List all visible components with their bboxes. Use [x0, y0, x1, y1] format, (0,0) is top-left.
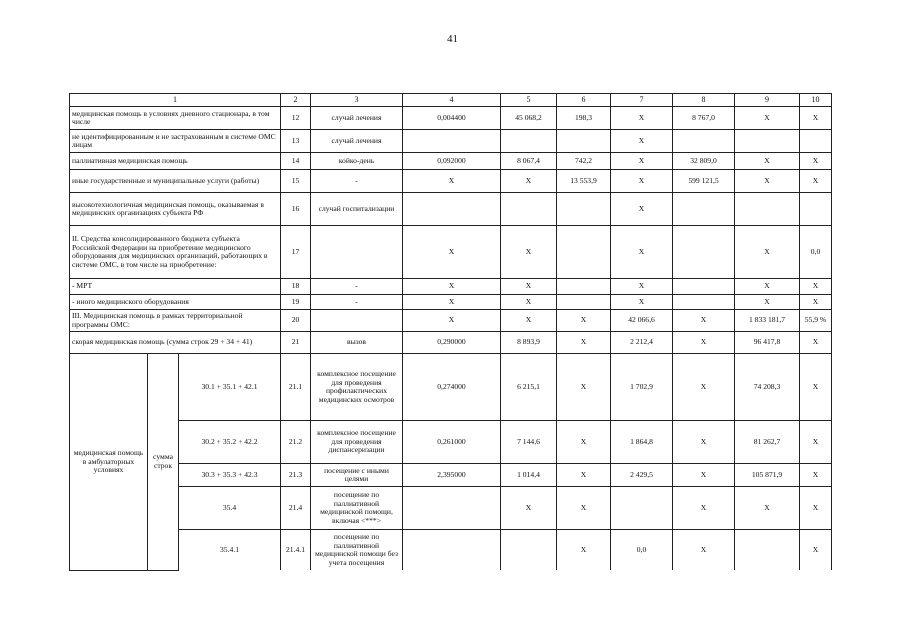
- value-cell: X: [611, 153, 673, 170]
- financing-table: [69, 93, 832, 571]
- row-name: II. Средства консолидированного бюджета субъекта Российской Федерации на приобретение медицинского оборудования для медицинских организаций, работающих в системе ОМС, в том числе на приобретение:: [70, 226, 281, 279]
- value-cell: X: [735, 153, 800, 170]
- value-cell: X: [735, 107, 800, 130]
- value-cell: 599 121,5: [673, 170, 735, 193]
- value-cell: X: [673, 487, 735, 530]
- row-name: не идентифицированным и не застрахованным в системе ОМС лицам: [70, 130, 281, 153]
- row-number: 21.4.1: [281, 530, 311, 571]
- value-cell: X: [673, 354, 735, 421]
- value-cell: [673, 295, 735, 310]
- value-cell: 7 144,6: [501, 421, 557, 464]
- row-number: 21.2: [281, 421, 311, 464]
- row-number: 21.3: [281, 464, 311, 487]
- value-cell: X: [611, 226, 673, 279]
- value-cell: [735, 130, 800, 153]
- unit-cell: -: [311, 295, 403, 310]
- header-cell: 5: [501, 94, 557, 107]
- value-cell: 8 067,4: [501, 153, 557, 170]
- table-row: [70, 130, 832, 153]
- row-number: 21.4: [281, 487, 311, 530]
- row-name: III. Медицинская помощь в рамках территориальной программы ОМС:: [70, 310, 281, 332]
- value-cell: X: [403, 310, 501, 332]
- value-cell: X: [800, 332, 832, 354]
- value-cell: X: [611, 193, 673, 226]
- row-number: 16: [281, 193, 311, 226]
- unit-cell: случай лечения: [311, 107, 403, 130]
- unit-cell: -: [311, 279, 403, 295]
- table-row: [70, 487, 832, 530]
- value-cell: [735, 193, 800, 226]
- value-cell: 42 066,6: [611, 310, 673, 332]
- unit-cell: [311, 226, 403, 279]
- formula-cell: 35.4: [179, 487, 281, 530]
- formula-cell: 30.3 + 35.3 + 42.3: [179, 464, 281, 487]
- unit-cell: койко-день: [311, 153, 403, 170]
- row-name: скорая медицинская помощь (сумма строк 29 + 34 + 41): [70, 332, 281, 354]
- value-cell: [501, 193, 557, 226]
- value-cell: X: [611, 107, 673, 130]
- value-cell: X: [403, 295, 501, 310]
- unit-cell: посещение по паллиативной медицинской помощи, включая <***>: [311, 487, 403, 530]
- row-name: иные государственные и муниципальные услуги (работы): [70, 170, 281, 193]
- value-cell: X: [611, 295, 673, 310]
- unit-cell: -: [311, 170, 403, 193]
- value-cell: 32 809,0: [673, 153, 735, 170]
- value-cell: 198,3: [557, 107, 611, 130]
- value-cell: X: [800, 107, 832, 130]
- value-cell: X: [557, 464, 611, 487]
- value-cell: X: [735, 226, 800, 279]
- value-cell: X: [501, 295, 557, 310]
- value-cell: [403, 193, 501, 226]
- table-row: [70, 354, 832, 421]
- row-name: - иного медицинского оборудования: [70, 295, 281, 310]
- header-cell: 7: [611, 94, 673, 107]
- row-number: 17: [281, 226, 311, 279]
- value-cell: X: [673, 310, 735, 332]
- header-cell: 4: [403, 94, 501, 107]
- value-cell: 0,004400: [403, 107, 501, 130]
- row-name: высокотехнологичная медицинская помощь, оказываемая в медицинских организациях субъекта РФ: [70, 193, 281, 226]
- value-cell: 6 215,1: [501, 354, 557, 421]
- formula-cell: 30.1 + 35.1 + 42.1: [179, 354, 281, 421]
- row-name: - МРТ: [70, 279, 281, 295]
- table-row: [70, 226, 832, 279]
- header-cell: 1: [70, 94, 281, 107]
- value-cell: X: [673, 332, 735, 354]
- row-number: 21.1: [281, 354, 311, 421]
- row-number: 18: [281, 279, 311, 295]
- unit-cell: случай лечения: [311, 130, 403, 153]
- value-cell: 0,0: [800, 226, 832, 279]
- value-cell: X: [557, 354, 611, 421]
- value-cell: X: [557, 487, 611, 530]
- value-cell: [557, 279, 611, 295]
- formula-cell: 30.2 + 35.2 + 42.2: [179, 421, 281, 464]
- value-cell: X: [557, 421, 611, 464]
- value-cell: X: [800, 421, 832, 464]
- value-cell: 13 553,9: [557, 170, 611, 193]
- table-row: [70, 421, 832, 464]
- value-cell: [673, 226, 735, 279]
- value-cell: 2 429,5: [611, 464, 673, 487]
- value-cell: 81 262,7: [735, 421, 800, 464]
- table-row: [70, 107, 832, 130]
- table-row: [70, 279, 832, 295]
- value-cell: X: [557, 332, 611, 354]
- value-cell: X: [557, 530, 611, 571]
- value-cell: X: [735, 279, 800, 295]
- row-number: 14: [281, 153, 311, 170]
- value-cell: [800, 193, 832, 226]
- value-cell: 0,0: [611, 530, 673, 571]
- value-cell: X: [611, 279, 673, 295]
- value-cell: [673, 279, 735, 295]
- value-cell: X: [735, 487, 800, 530]
- value-cell: 8 893,9: [501, 332, 557, 354]
- value-cell: [557, 295, 611, 310]
- formula-cell: 35.4.1: [179, 530, 281, 571]
- value-cell: 742,2: [557, 153, 611, 170]
- row-number: 21: [281, 332, 311, 354]
- row-number: 15: [281, 170, 311, 193]
- value-cell: 0,290000: [403, 332, 501, 354]
- value-cell: X: [673, 530, 735, 571]
- header-cell: 9: [735, 94, 800, 107]
- value-cell: X: [403, 279, 501, 295]
- value-cell: 1 864,8: [611, 421, 673, 464]
- header-row: [70, 94, 832, 107]
- unit-cell: [311, 310, 403, 332]
- value-cell: X: [800, 354, 832, 421]
- value-cell: X: [501, 310, 557, 332]
- table-row: [70, 530, 832, 571]
- value-cell: [557, 226, 611, 279]
- value-cell: 0,261000: [403, 421, 501, 464]
- value-cell: X: [403, 170, 501, 193]
- value-cell: X: [403, 226, 501, 279]
- table-row: [70, 310, 832, 332]
- value-cell: X: [800, 279, 832, 295]
- value-cell: 2,395000: [403, 464, 501, 487]
- row-number: 19: [281, 295, 311, 310]
- value-cell: X: [735, 170, 800, 193]
- table-row: [70, 170, 832, 193]
- row-number: 12: [281, 107, 311, 130]
- value-cell: 2 212,4: [611, 332, 673, 354]
- value-cell: X: [800, 530, 832, 571]
- value-cell: X: [501, 279, 557, 295]
- value-cell: [557, 193, 611, 226]
- row-number: 13: [281, 130, 311, 153]
- unit-cell: случай госпитализации: [311, 193, 403, 226]
- value-cell: X: [800, 295, 832, 310]
- value-cell: X: [501, 487, 557, 530]
- value-cell: [501, 130, 557, 153]
- table-row: [70, 153, 832, 170]
- row-number: 20: [281, 310, 311, 332]
- header-cell: 6: [557, 94, 611, 107]
- value-cell: [403, 130, 501, 153]
- sum-label: сумма строк: [148, 354, 179, 571]
- value-cell: X: [501, 170, 557, 193]
- value-cell: [403, 530, 501, 571]
- table-row: [70, 193, 832, 226]
- unit-cell: вызов: [311, 332, 403, 354]
- value-cell: 1 833 181,7: [735, 310, 800, 332]
- value-cell: 96 417,8: [735, 332, 800, 354]
- page-number: 41: [447, 33, 458, 45]
- header-cell: 2: [281, 94, 311, 107]
- value-cell: [403, 487, 501, 530]
- value-cell: 105 871,9: [735, 464, 800, 487]
- value-cell: [673, 130, 735, 153]
- value-cell: X: [800, 464, 832, 487]
- unit-cell: посещение с иными целями: [311, 464, 403, 487]
- value-cell: X: [673, 464, 735, 487]
- header-cell: 10: [800, 94, 832, 107]
- value-cell: X: [800, 170, 832, 193]
- value-cell: X: [611, 170, 673, 193]
- unit-cell: комплексное посещение для проведения профилактических медицинских осмотров: [311, 354, 403, 421]
- group-label: медицинская помощь в амбулаторных условиях: [70, 354, 148, 571]
- value-cell: 74 208,3: [735, 354, 800, 421]
- value-cell: 0,092000: [403, 153, 501, 170]
- header-cell: 8: [673, 94, 735, 107]
- value-cell: [800, 130, 832, 153]
- value-cell: X: [673, 421, 735, 464]
- value-cell: [735, 530, 800, 571]
- value-cell: [557, 130, 611, 153]
- value-cell: X: [800, 487, 832, 530]
- value-cell: X: [501, 226, 557, 279]
- value-cell: 1 014,4: [501, 464, 557, 487]
- value-cell: [611, 487, 673, 530]
- value-cell: X: [800, 153, 832, 170]
- value-cell: 8 767,0: [673, 107, 735, 130]
- value-cell: 55,9 %: [800, 310, 832, 332]
- table-row: [70, 332, 832, 354]
- unit-cell: комплексное посещение для проведения диспансеризации: [311, 421, 403, 464]
- header-cell: 3: [311, 94, 403, 107]
- row-name: паллиативная медицинская помощь: [70, 153, 281, 170]
- value-cell: [501, 530, 557, 571]
- value-cell: 0,274000: [403, 354, 501, 421]
- row-name: медицинская помощь в условиях дневного стационара, в том числе: [70, 107, 281, 130]
- value-cell: [673, 193, 735, 226]
- unit-cell: посещение по паллиативной медицинской помощи без учета посещения: [311, 530, 403, 571]
- value-cell: X: [735, 295, 800, 310]
- value-cell: 1 702,9: [611, 354, 673, 421]
- value-cell: X: [557, 310, 611, 332]
- value-cell: X: [611, 130, 673, 153]
- value-cell: 45 068,2: [501, 107, 557, 130]
- table-row: [70, 295, 832, 310]
- table-row: [70, 464, 832, 487]
